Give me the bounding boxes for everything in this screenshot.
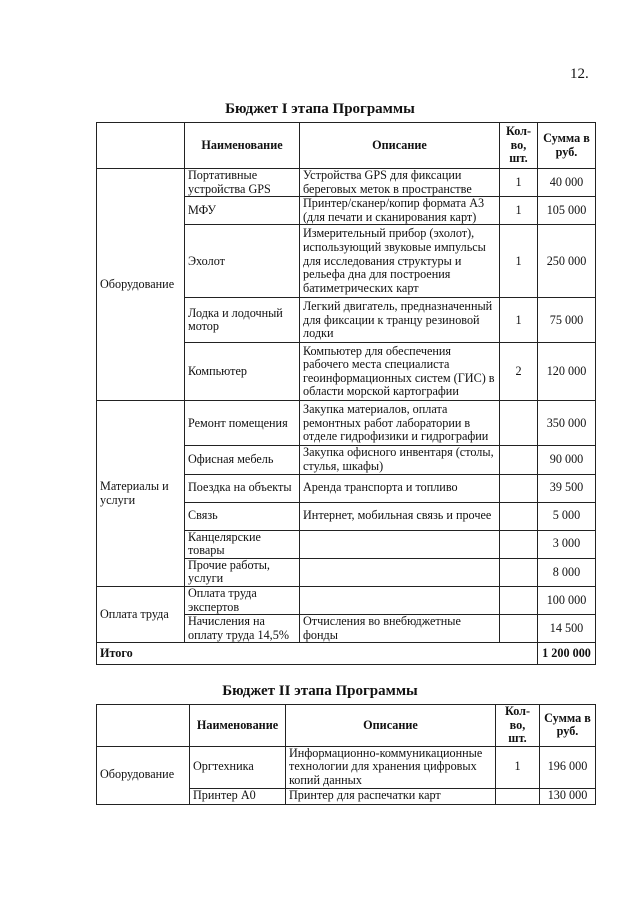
item-sum-cell: 105 000 xyxy=(538,197,596,225)
item-qty-cell: 1 xyxy=(500,197,538,225)
table-header-row xyxy=(97,705,596,747)
table-row xyxy=(97,746,596,788)
item-sum-cell: 3 000 xyxy=(538,530,596,558)
item-name-cell: Связь xyxy=(185,502,300,530)
item-qty-cell: 2 xyxy=(500,343,538,401)
item-qty-cell xyxy=(500,615,538,643)
stage2-budget-table xyxy=(96,704,596,805)
item-description-cell: Информационно-коммуникационные технологии для хранения цифровых копий данных xyxy=(286,746,496,788)
item-qty-cell xyxy=(500,530,538,558)
item-description-cell: Компьютер для обеспечения рабочего места специалиста геоинформационных систем (ГИС) в области морской картографии xyxy=(300,343,500,401)
header-description: Описание xyxy=(300,123,500,169)
item-name-cell: Начисления на оплату труда 14,5% xyxy=(185,615,300,643)
category-cell: Материалы и услуги xyxy=(97,401,185,587)
item-description-cell: Принтер/сканер/копир формата А3 (для печати и сканирования карт) xyxy=(300,197,500,225)
header-name: Наименование xyxy=(185,123,300,169)
item-description-cell: Закупка офисного инвентаря (столы, стулья, шкафы) xyxy=(300,446,500,474)
item-name-cell: Портативные устройства GPS xyxy=(185,169,300,197)
stage1-title: Бюджет I этапа Программы xyxy=(225,101,415,117)
header-qty: Кол-во, шт. xyxy=(500,123,538,169)
stage2-title: Бюджет II этапа Программы xyxy=(222,683,418,699)
total-row xyxy=(97,643,596,665)
table-row xyxy=(97,401,596,446)
table-header-row xyxy=(97,123,596,169)
item-name-cell: Эхолот xyxy=(185,225,300,298)
table-row xyxy=(97,586,596,614)
item-description-cell: Легкий двигатель, предназначенный для фиксации к транцу резиновой лодки xyxy=(300,298,500,343)
header-category xyxy=(97,705,190,747)
item-name-cell: Компьютер xyxy=(185,343,300,401)
item-description-cell: Аренда транспорта и топливо xyxy=(300,474,500,502)
stage1-budget-table xyxy=(96,122,596,665)
item-description-cell: Измерительный прибор (эхолот), использующий звуковые импульсы для исследования структуры и рельефа дна для построения батиметрических карт xyxy=(300,225,500,298)
item-description-cell: Закупка материалов, оплата ремонтных работ лаборатории в отделе гидрофизики и гидрографии xyxy=(300,401,500,446)
item-sum-cell: 14 500 xyxy=(538,615,596,643)
item-sum-cell: 250 000 xyxy=(538,225,596,298)
item-name-cell: Прочие работы, услуги xyxy=(185,558,300,586)
item-qty-cell xyxy=(500,474,538,502)
header-category xyxy=(97,123,185,169)
item-qty-cell xyxy=(500,401,538,446)
total-label: Итого xyxy=(97,643,538,665)
item-sum-cell: 5 000 xyxy=(538,502,596,530)
item-description-cell xyxy=(300,530,500,558)
item-qty-cell: 1 xyxy=(500,225,538,298)
item-sum-cell: 39 500 xyxy=(538,474,596,502)
item-description-cell xyxy=(300,586,500,614)
item-qty-cell: 1 xyxy=(496,746,540,788)
total-sum: 1 200 000 xyxy=(538,643,596,665)
item-description-cell xyxy=(300,558,500,586)
item-name-cell: Офисная мебель xyxy=(185,446,300,474)
header-sum: Сумма в руб. xyxy=(538,123,596,169)
item-qty-cell: 1 xyxy=(500,298,538,343)
header-name: Наименование xyxy=(190,705,286,747)
category-cell: Оплата труда xyxy=(97,586,185,642)
item-description-cell: Принтер для распечатки карт xyxy=(286,788,496,804)
item-qty-cell xyxy=(500,446,538,474)
header-sum: Сумма в руб. xyxy=(540,705,596,747)
item-qty-cell: 1 xyxy=(500,169,538,197)
item-sum-cell: 100 000 xyxy=(538,586,596,614)
item-name-cell: Лодка и лодочный мотор xyxy=(185,298,300,343)
item-name-cell: МФУ xyxy=(185,197,300,225)
item-name-cell: Канцелярские товары xyxy=(185,530,300,558)
item-qty-cell xyxy=(500,586,538,614)
item-sum-cell: 120 000 xyxy=(538,343,596,401)
item-name-cell: Поездка на объекты xyxy=(185,474,300,502)
item-name-cell: Оргтехника xyxy=(190,746,286,788)
item-description-cell: Интернет, мобильная связь и прочее xyxy=(300,502,500,530)
item-sum-cell: 90 000 xyxy=(538,446,596,474)
item-sum-cell: 75 000 xyxy=(538,298,596,343)
category-cell: Оборудование xyxy=(97,169,185,401)
item-sum-cell: 130 000 xyxy=(540,788,596,804)
item-qty-cell xyxy=(500,558,538,586)
item-name-cell: Принтер А0 xyxy=(190,788,286,804)
item-qty-cell xyxy=(496,788,540,804)
item-sum-cell: 196 000 xyxy=(540,746,596,788)
header-qty: Кол-во, шт. xyxy=(496,705,540,747)
header-description: Описание xyxy=(286,705,496,747)
item-description-cell: Устройства GPS для фиксации береговых меток в пространстве xyxy=(300,169,500,197)
item-qty-cell xyxy=(500,502,538,530)
table-row xyxy=(97,169,596,197)
item-name-cell: Оплата труда экспертов xyxy=(185,586,300,614)
page-number: 12. xyxy=(570,66,589,82)
item-sum-cell: 350 000 xyxy=(538,401,596,446)
item-name-cell: Ремонт помещения xyxy=(185,401,300,446)
category-cell: Оборудование xyxy=(97,746,190,804)
item-sum-cell: 40 000 xyxy=(538,169,596,197)
item-sum-cell: 8 000 xyxy=(538,558,596,586)
item-description-cell: Отчисления во внебюджетные фонды xyxy=(300,615,500,643)
